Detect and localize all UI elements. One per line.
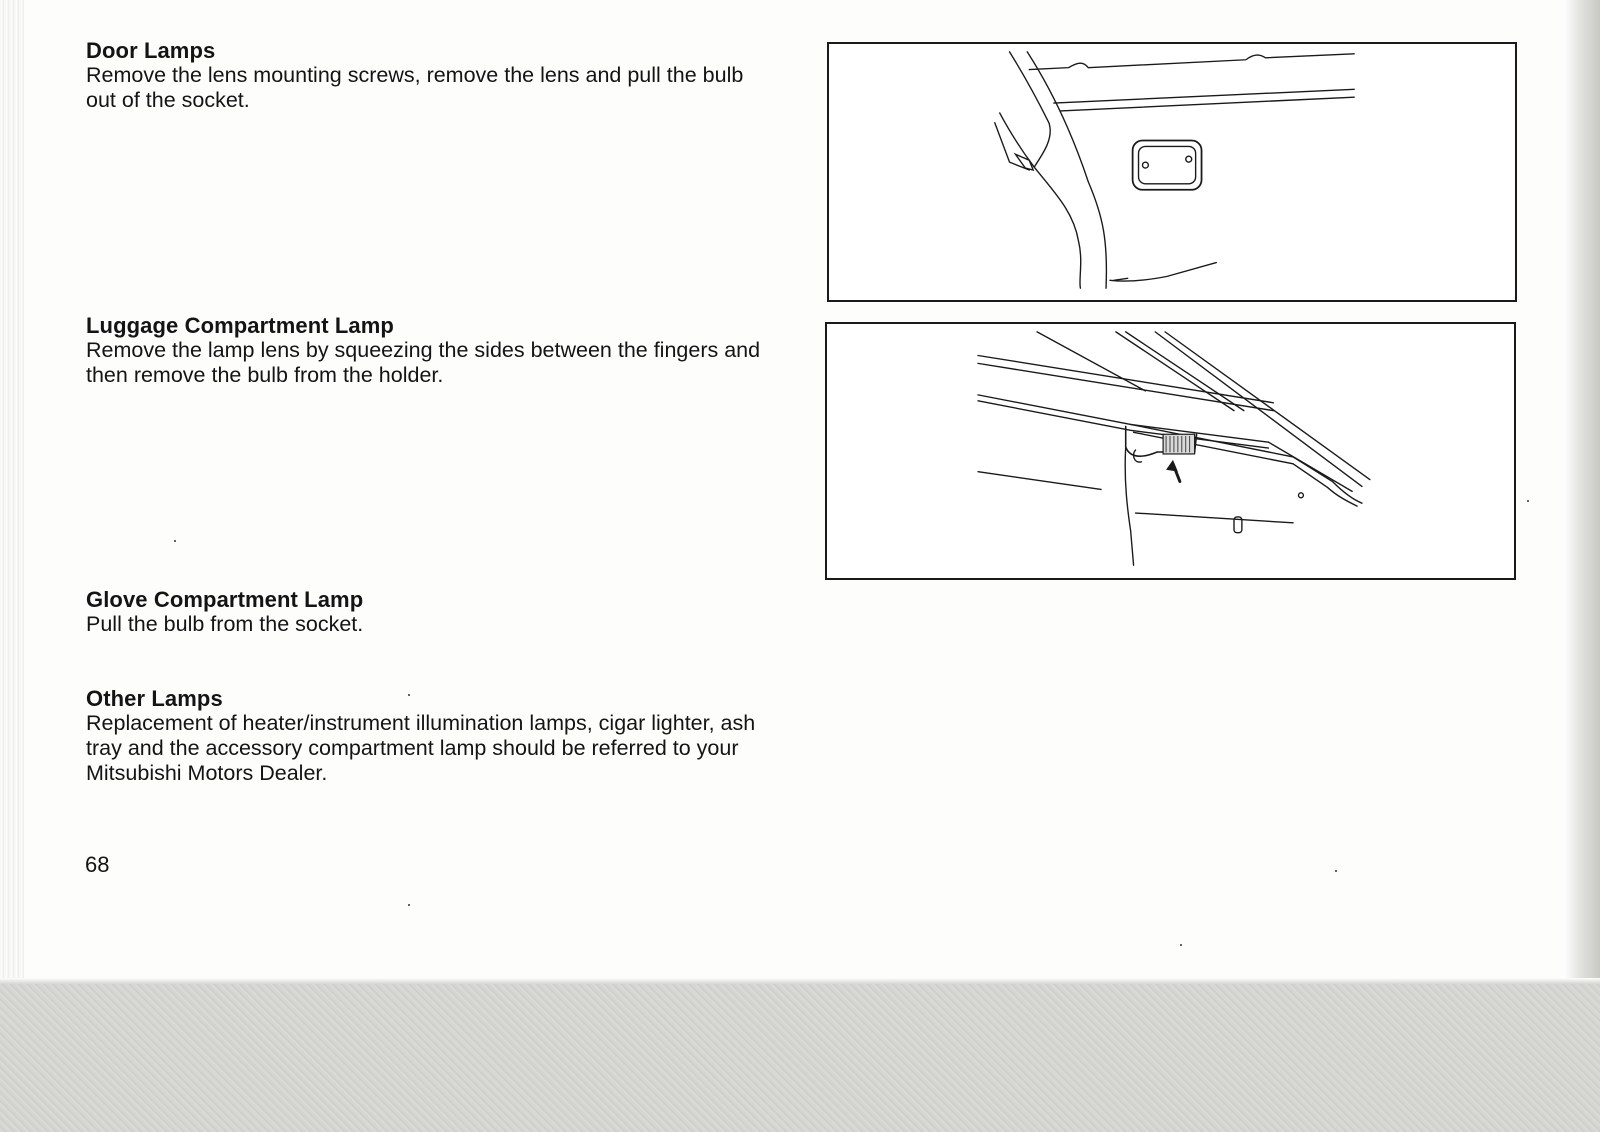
luggage-lamp-illustration — [825, 322, 1516, 580]
section-luggage-compartment-lamp — [86, 313, 786, 388]
section-title: Door Lamps — [86, 38, 216, 63]
section-body: Remove the lamp lens by squeezing the sides between the fingers and then remove the bulb from the holder. — [86, 338, 761, 387]
scan-speck — [1180, 944, 1182, 946]
section-door-lamps — [86, 38, 786, 113]
scan-speck — [408, 694, 410, 696]
section-other-lamps — [86, 686, 786, 786]
page-number: 68 — [85, 852, 110, 877]
scan-speck — [174, 540, 176, 542]
section-title: Other Lamps — [86, 686, 223, 711]
section-body: Pull the bulb from the socket. — [86, 612, 364, 636]
section-title: Luggage Compartment Lamp — [86, 313, 394, 338]
section-body: Remove the lens mounting screws, remove the lens and pull the bulb out of the socket. — [86, 63, 744, 112]
page-curl-edge — [1564, 0, 1600, 980]
scan-speck — [1527, 500, 1529, 502]
scan-speck — [1335, 870, 1337, 872]
section-glove-compartment-lamp — [86, 587, 786, 637]
door-lamp-illustration — [827, 42, 1517, 302]
section-title: Glove Compartment Lamp — [86, 587, 364, 612]
scanner-background — [0, 984, 1600, 1132]
section-body: Replacement of heater/instrument illumination lamps, cigar lighter, ash tray and the accessory compartment lamp should be referred to your Mitsubishi Motors Dealer. — [86, 711, 756, 785]
scan-speck — [408, 904, 410, 906]
binding-edge — [0, 0, 24, 980]
